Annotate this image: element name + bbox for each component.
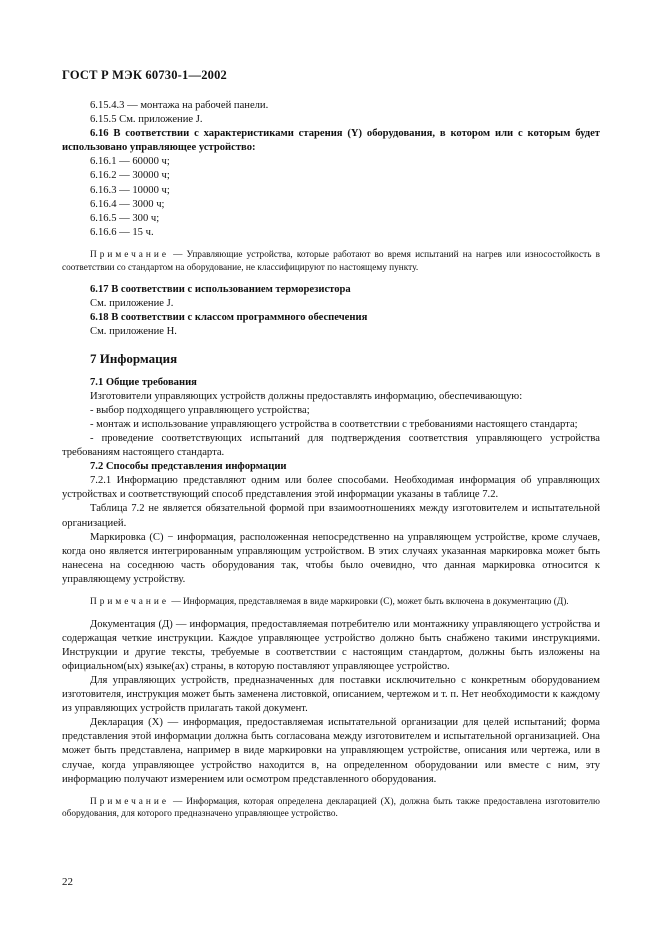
paragraph: Для управляющих устройств, предназначенных для поставки исключительно с конкретным оборудованием изготовителя, инструкция может быть заменена листовкой, описанием, чертежом и т. п. Нет необходимости к каждому из управляющих устройств прилагать такой документ. [62, 674, 600, 715]
note-text: — Информация, представляемая в виде маркировки (С), может быть включена в документацию (Д). [169, 597, 569, 607]
clause-6-17-text: См. приложение J. [90, 298, 174, 310]
paragraph: Декларация (X) — информация, предоставляемая испытательной организации для целей испытаний; форма представления этой информации должна быть согласована между изготовителем и испытательной организацией. Она может быть представлена, например в виде маркировки на управляющем устройстве, описания или чертежа, или в случае, когда управляющее устройство находится в, на определенном оборудовании или вместе с ним, эту информацию получают измерением или осмотром представленного оборудования. [62, 717, 600, 785]
paragraph: Изготовители управляющих устройств должны предоставлять информацию, обеспечивающую: [90, 390, 523, 402]
paragraph: Документация (Д) — информация, предоставляемая потребителю или монтажнику управляющего устройства и содержащая четкие инструкции. Каждое управляющее устройство должно быть снабжено такими инструкциями. Инструкции и другие тексты, требуемые в соответствии с настоящим стандартом, должны быть изложены на официальном(ых) языке(ах) страны, в которую поставляют управляющее устройство. [62, 618, 600, 672]
note-3 [62, 796, 600, 821]
clause-6-16-6: 6.16.6 — 15 ч. [90, 226, 154, 238]
clause-6-15-5: 6.15.5 См. приложение J. [90, 114, 203, 126]
paragraph: Маркировка (С) − информация, расположенная непосредственно на управляющем устройстве, кроме случаев, когда оно является интегрированным управляющим устройством. В этих случаях указанная маркировка может быть нанесена на соседнюю часть оборудования так, чтобы было очевидно, что данная маркировка относится к управляющему устройству. [62, 531, 600, 585]
note-2 [62, 596, 600, 609]
clause-6-16-3: 6.16.3 — 10000 ч; [90, 184, 170, 196]
clause-6-15-4-3: 6.15.4.3 — монтажа на рабочей панели. [90, 100, 269, 111]
note-text: — Управляющие устройства, которые работают во время испытаний на нагрев или износостойкость в соответствии со стандартом на оборудование, не классифицируют по настоящему пункту. [62, 249, 600, 273]
clause-6-18-text: См. приложение Н. [90, 326, 177, 338]
clause-7-1-heading: 7.1 Общие требования [90, 376, 197, 388]
clause-6-16-heading: 6.16 В соответствии с характеристиками старения (Y) оборудования, в котором или с которым будет использовано управляющее устройство: [62, 128, 600, 154]
clause-6-18-heading: 6.18 В соответствии с классом программного обеспечения [90, 312, 368, 324]
body-text [62, 99, 600, 821]
note-text: — Информация, которая определена декларацией (X), должна быть также предоставлена изготовителю оборудования, для которого предназначено управляющее устройство. [62, 796, 600, 820]
standard-header: ГОСТ Р МЭК 60730-1—2002 [62, 68, 227, 82]
clause-7-2-heading: 7.2 Способы представления информации [90, 461, 287, 473]
clause-6-16-4: 6.16.4 — 3000 ч; [90, 198, 165, 210]
clause-6-16-1: 6.16.1 — 60000 ч; [90, 156, 170, 168]
note-label: Примечание [90, 597, 169, 607]
page-number: 22 [62, 876, 73, 888]
section-7-heading: 7 Информация [90, 350, 178, 366]
note-1 [62, 249, 600, 274]
clause-6-17-heading: 6.17 В соответствии с использованием терморезистора [90, 284, 351, 296]
paragraph: Таблица 7.2 не является обязательной формой при взаимоотношениях между изготовителем и испытательной организацией. [62, 503, 600, 529]
paragraph: - выбор подходящего управляющего устройства; [90, 404, 310, 416]
paragraph: - проведение соответствующих испытаний для подтверждения соответствия управляющего устройства требованиям настоящего стандарта. [62, 432, 600, 459]
clause-6-16-5: 6.16.5 — 300 ч; [90, 212, 160, 224]
clause-6-16-2: 6.16.2 — 30000 ч; [90, 170, 170, 182]
paragraph: - монтаж и использование управляющего устройства в соответствии с требованиями настоящего стандарта; [90, 418, 578, 430]
note-label: Примечание [90, 249, 169, 260]
note-label: Примечание [90, 796, 169, 807]
paragraph: 7.2.1 Информацию представляют одним или более способами. Необходимая информация об управляющих устройствах и соответствующий способ представления этой информации указаны в таблице 7.2. [62, 475, 600, 501]
